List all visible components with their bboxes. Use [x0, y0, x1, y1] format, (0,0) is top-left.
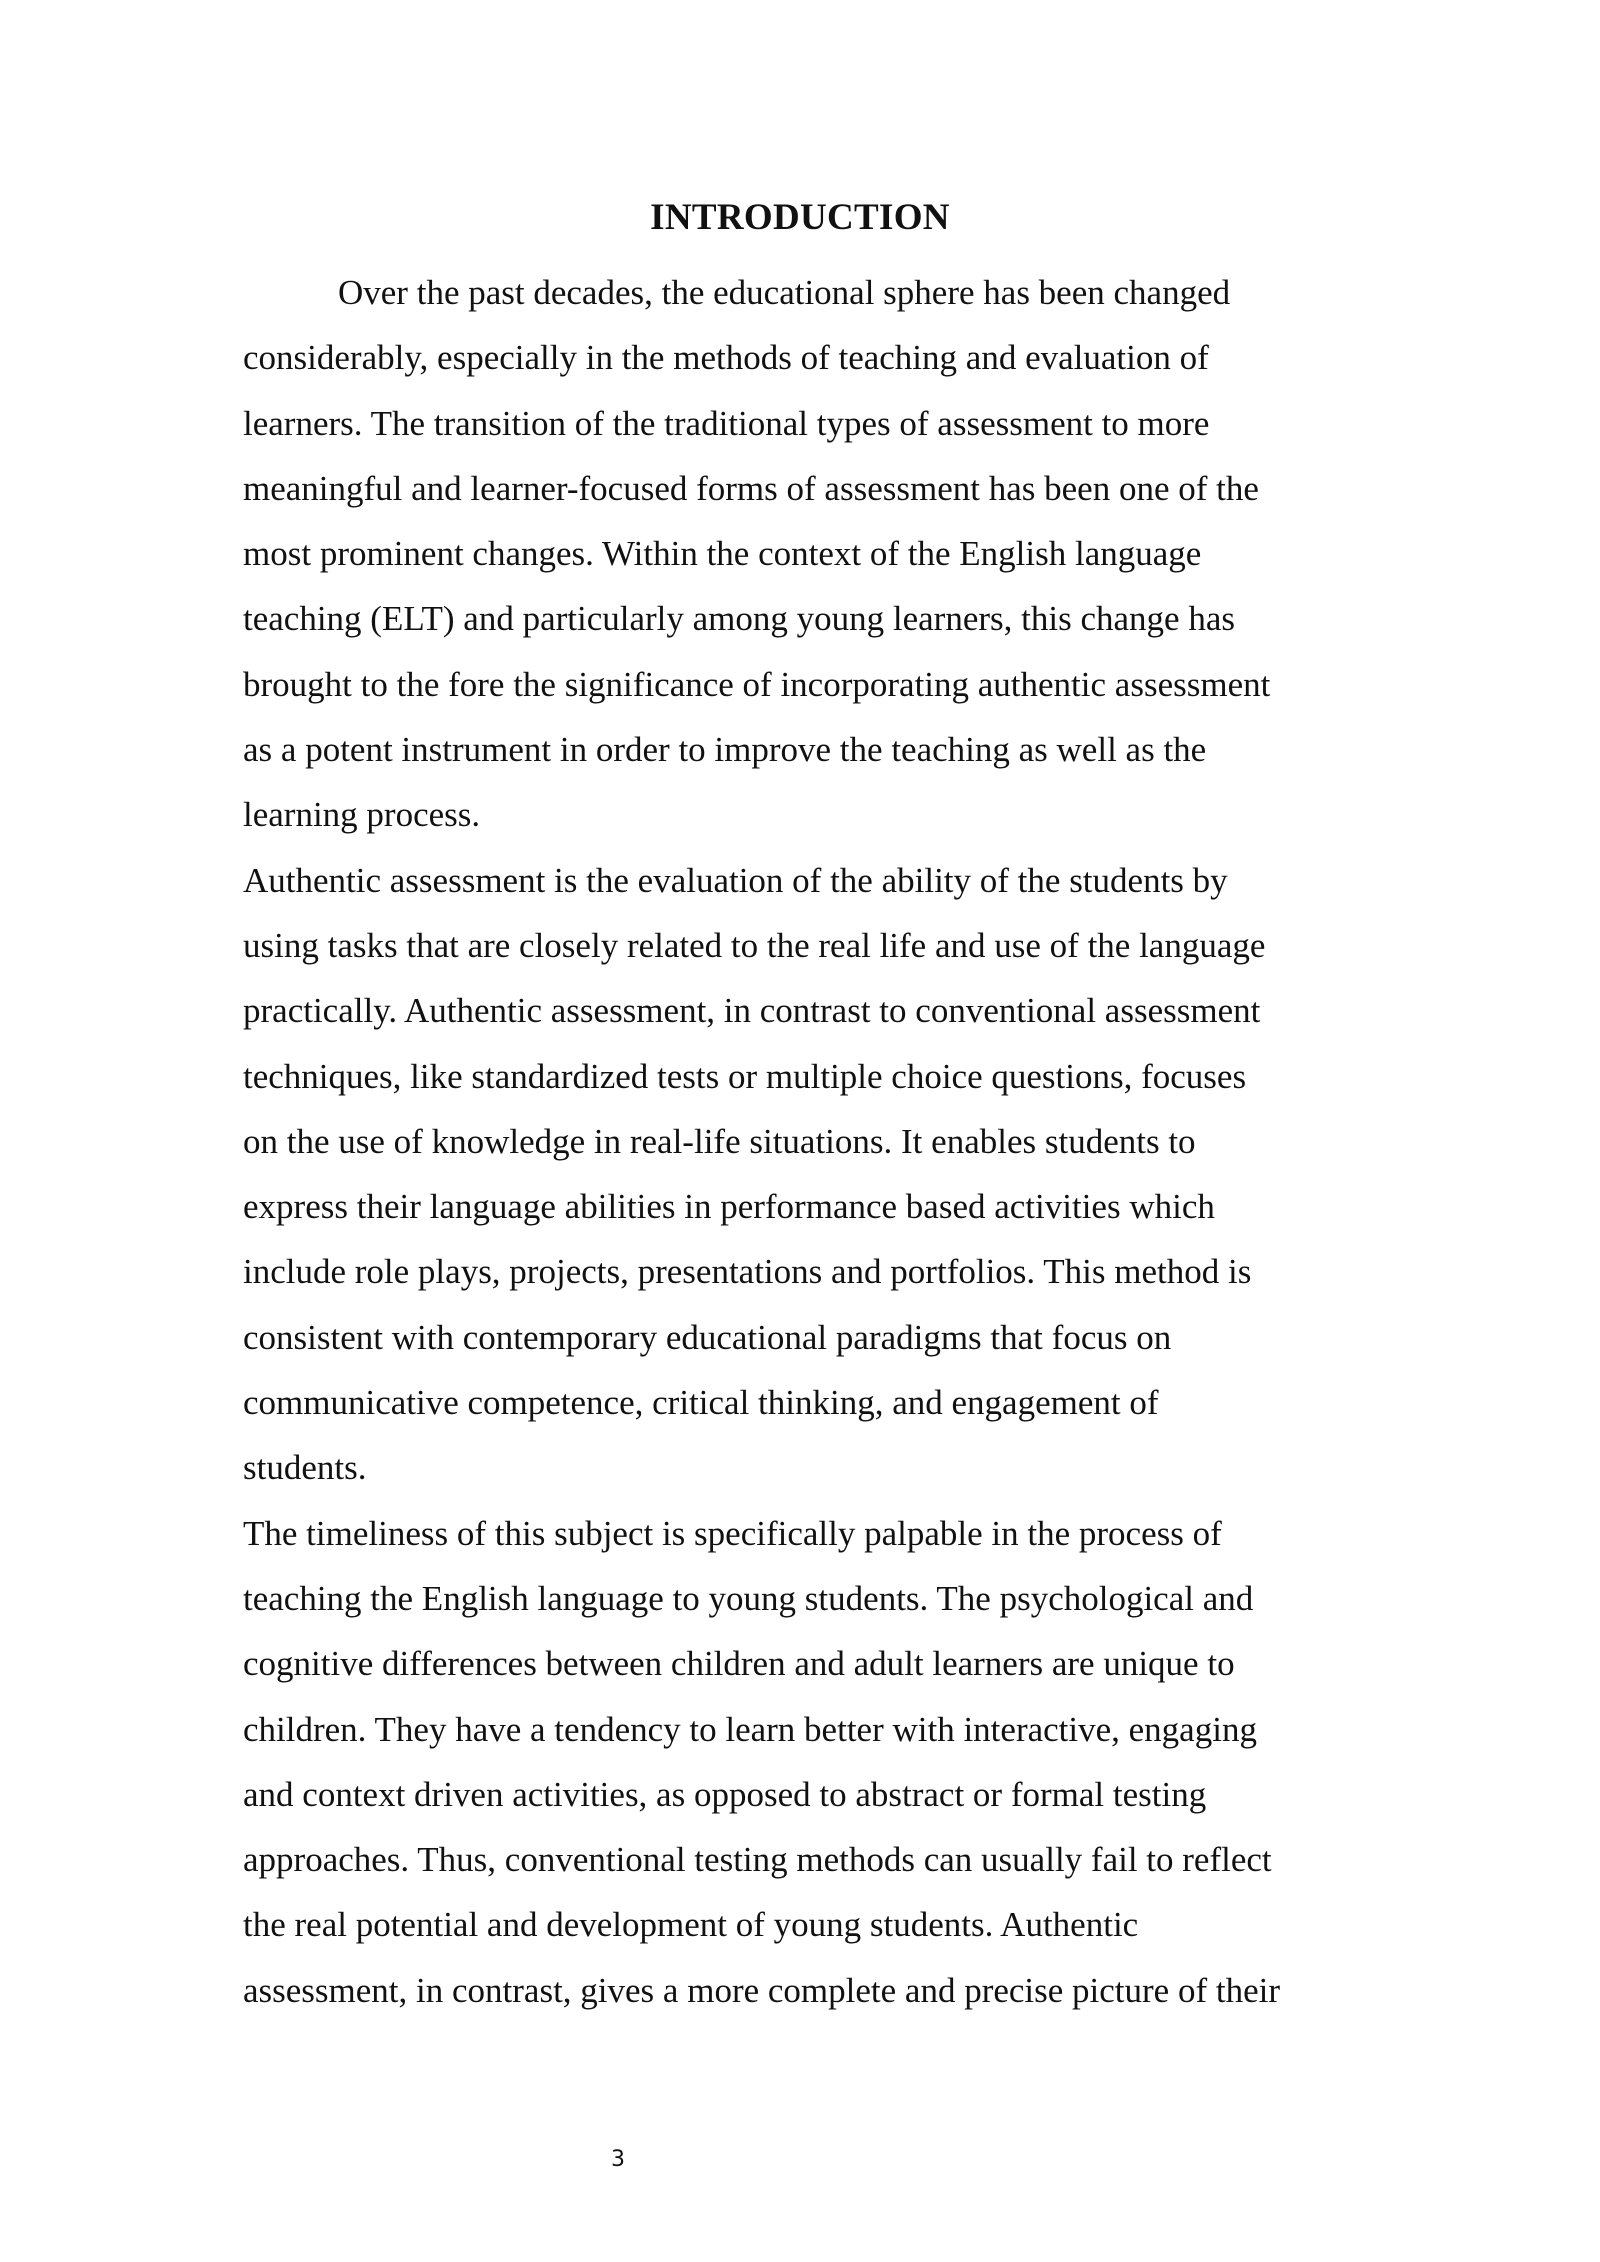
page-number: 3: [611, 2147, 625, 2172]
text-line: teaching (ELT) and particularly among young learners, this change has: [243, 599, 1235, 639]
text-line: communicative competence, critical thinking, and engagement of: [243, 1383, 1159, 1423]
text-line: The timeliness of this subject is specifically palpable in the process of: [243, 1513, 1222, 1553]
text-line: express their language abilities in performance based activities which: [243, 1187, 1215, 1227]
text-line: students.: [243, 1448, 367, 1488]
text-line: meaningful and learner-focused forms of assessment has been one of the: [243, 468, 1259, 508]
text-line: teaching the English language to young students. The psychological and: [243, 1578, 1254, 1618]
text-line: and context driven activities, as opposed to abstract or formal testing: [243, 1774, 1207, 1814]
text-line: techniques, like standardized tests or multiple choice questions, focuses: [243, 1056, 1247, 1096]
text-line: most prominent changes. Within the context of the English language: [243, 534, 1202, 574]
text-line: brought to the fore the significance of incorporating authentic assessment: [243, 664, 1271, 704]
text-line: include role plays, projects, presentations and portfolios. This method is: [243, 1252, 1252, 1292]
text-line: the real potential and development of young students. Authentic: [243, 1905, 1139, 1945]
text-line: consistent with contemporary educational paradigms that focus on: [243, 1317, 1172, 1357]
section-heading: INTRODUCTION: [650, 197, 950, 238]
text-line: learning process.: [243, 795, 481, 835]
text-line: considerably, especially in the methods of teaching and evaluation of: [243, 338, 1209, 378]
text-line: on the use of knowledge in real-life situations. It enables students to: [243, 1121, 1196, 1161]
text-line: practically. Authentic assessment, in contrast to conventional assessment: [243, 991, 1261, 1031]
text-line: Authentic assessment is the evaluation of the ability of the students by: [243, 860, 1228, 900]
text-line: as a potent instrument in order to improve the teaching as well as the: [243, 730, 1207, 770]
body-text: [243, 260, 1373, 2023]
text-line: children. They have a tendency to learn better with interactive, engaging: [243, 1709, 1257, 1749]
text-line: using tasks that are closely related to the real life and use of the language: [243, 925, 1266, 965]
text-line: assessment, in contrast, gives a more complete and precise picture of their: [243, 1970, 1281, 2010]
text-line: cognitive differences between children and adult learners are unique to: [243, 1644, 1235, 1684]
text-line: Over the past decades, the educational sphere has been changed: [338, 273, 1231, 312]
text-line: learners. The transition of the traditional types of assessment to more: [243, 403, 1210, 443]
text-line: approaches. Thus, conventional testing methods can usually fail to reflect: [243, 1840, 1272, 1880]
